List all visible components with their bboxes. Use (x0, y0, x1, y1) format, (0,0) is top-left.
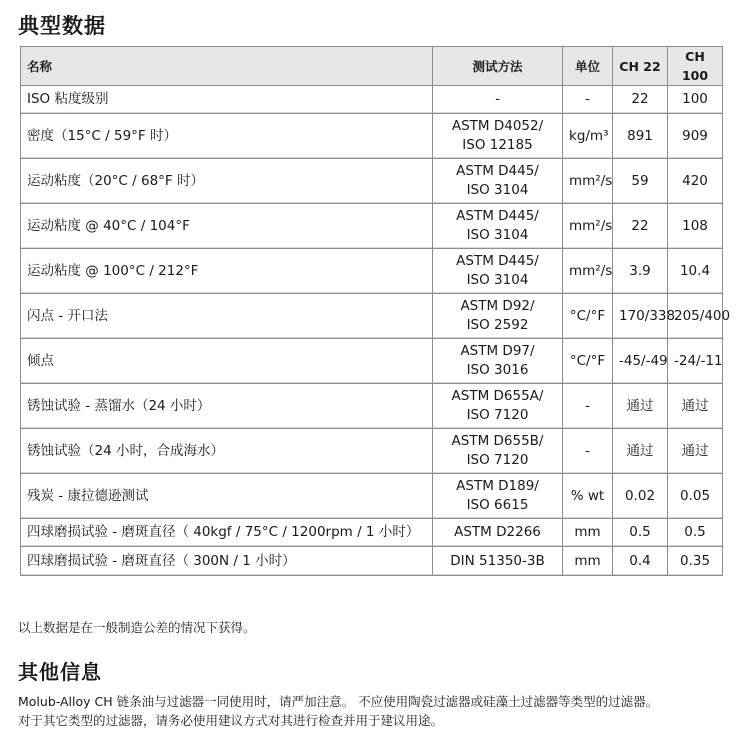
unit-cell: kg/m³ (563, 114, 613, 159)
test-method-line: ISO 3104 (466, 182, 529, 198)
test-method-line: ISO 12185 (462, 137, 533, 153)
unit-cell: % wt (563, 474, 613, 519)
table-row (21, 249, 723, 294)
ch22-value-cell: 通过 (613, 384, 668, 429)
test-method-line: ISO 3104 (466, 272, 529, 288)
unit-cell: - (563, 384, 613, 429)
property-name-cell: 闪点 - 开口法 (21, 294, 433, 339)
ch22-value-cell: 170/338 (613, 294, 668, 339)
ch100-value-cell: 0.5 (668, 519, 723, 547)
ch22-value-cell: 22 (613, 204, 668, 249)
ch100-value-cell: 108 (668, 204, 723, 249)
header-unit: 单位 (563, 47, 613, 86)
property-name-cell: 倾点 (21, 339, 433, 384)
ch22-value-cell: 0.4 (613, 547, 668, 576)
test-method-line: ISO 3104 (466, 227, 529, 243)
test-method-line: ISO 7120 (466, 452, 529, 468)
unit-cell: mm²/s (563, 159, 613, 204)
test-method-cell (433, 474, 563, 519)
test-method-cell (433, 547, 563, 576)
test-method-cell (433, 519, 563, 547)
test-method-cell (433, 249, 563, 294)
test-method-line: ASTM D445/ (456, 208, 539, 224)
property-name-cell: 四球磨损试验 - 磨斑直径（ 300N / 1 小时） (21, 547, 433, 576)
table-row (21, 159, 723, 204)
ch100-value-cell: 205/400 (668, 294, 723, 339)
test-method-cell (433, 204, 563, 249)
unit-cell: mm²/s (563, 249, 613, 294)
test-method-line: ASTM D2266 (454, 524, 541, 540)
table-row (21, 339, 723, 384)
table-row (21, 429, 723, 474)
other-info-line: 对于其它类型的过滤器，请务必使用建议方式对其进行检查并用于建议用途。 (18, 713, 444, 728)
property-name-cell: 锈蚀试验（24 小时，合成海水） (21, 429, 433, 474)
ch22-value-cell: 891 (613, 114, 668, 159)
table-row (21, 519, 723, 547)
header-ch22: CH 22 (613, 47, 668, 86)
header-test-method: 测试方法 (433, 47, 563, 86)
unit-cell: mm (563, 547, 613, 576)
test-method-line: DIN 51350-3B (450, 552, 545, 569)
table-row (21, 474, 723, 519)
test-method-cell (433, 339, 563, 384)
ch100-value-cell: 0.05 (668, 474, 723, 519)
table-row (21, 384, 723, 429)
test-method-line: ASTM D4052/ (451, 118, 544, 134)
unit-cell: mm (563, 519, 613, 547)
test-method-cell (433, 159, 563, 204)
table-row (21, 86, 723, 114)
ch22-value-cell: 通过 (613, 429, 668, 474)
test-method-line: ISO 3016 (466, 362, 529, 378)
property-name-cell: 密度（15°C / 59°F 时） (21, 114, 433, 159)
typical-data-table (20, 46, 731, 576)
ch100-value-cell: 420 (668, 159, 723, 204)
header-name: 名称 (21, 47, 433, 86)
header-ch100: CH 100 (668, 47, 723, 86)
test-method-line: ASTM D189/ (456, 478, 539, 494)
ch22-value-cell: 59 (613, 159, 668, 204)
unit-cell: - (563, 429, 613, 474)
unit-cell: - (563, 86, 613, 114)
test-method-line: ASTM D92/ (460, 298, 535, 314)
test-method-cell (433, 114, 563, 159)
ch22-value-cell: 0.5 (613, 519, 668, 547)
ch22-value-cell: 22 (613, 86, 668, 114)
test-method-line: - (495, 91, 500, 107)
ch100-value-cell: 0.35 (668, 547, 723, 576)
property-name-cell: 残炭 - 康拉德逊测试 (21, 474, 433, 519)
table-row (21, 114, 723, 159)
table-row (21, 204, 723, 249)
test-method-line: ISO 6615 (466, 497, 529, 513)
ch100-value-cell: 通过 (668, 429, 723, 474)
ch100-value-cell: 通过 (668, 384, 723, 429)
ch22-value-cell: 0.02 (613, 474, 668, 519)
test-method-line: ASTM D445/ (456, 163, 539, 179)
test-method-line: ASTM D97/ (460, 343, 535, 359)
table-row (21, 294, 723, 339)
ch22-value-cell: -45/-49 (613, 339, 668, 384)
property-name-cell: 锈蚀试验 - 蒸馏水（24 小时） (21, 384, 433, 429)
property-name-cell: 运动粘度（20°C / 68°F 时） (21, 159, 433, 204)
unit-cell: mm²/s (563, 204, 613, 249)
other-info-paragraph (18, 692, 738, 730)
ch100-value-cell: -24/-11 (668, 339, 723, 384)
test-method-line: ISO 2592 (466, 317, 529, 333)
test-method-line: ISO 7120 (466, 407, 529, 423)
test-method-line: ASTM D655B/ (451, 433, 544, 449)
ch100-value-cell: 10.4 (668, 249, 723, 294)
table-header-row (21, 47, 723, 86)
test-method-cell (433, 429, 563, 474)
other-info-line: Molub-Alloy CH 链条油与过滤器一同使用时，请严加注意。 不应使用陶瓷过滤器或硅藻土过滤器等类型的过滤器。 (18, 694, 659, 709)
test-method-cell (433, 294, 563, 339)
ch100-value-cell: 100 (668, 86, 723, 114)
footnote: 以上数据是在一般制造公差的情况下获得。 (18, 620, 256, 635)
ch100-value-cell: 909 (668, 114, 723, 159)
table-row (21, 547, 723, 576)
property-name-cell: 运动粘度 @ 40°C / 104°F (21, 204, 433, 249)
ch22-value-cell: 3.9 (613, 249, 668, 294)
property-name-cell: 四球磨损试验 - 磨斑直径（ 40kgf / 75°C / 1200rpm / 1 小时） (21, 519, 433, 547)
test-method-line: ASTM D655A/ (451, 388, 544, 404)
property-name-cell: 运动粘度 @ 100°C / 212°F (21, 249, 433, 294)
unit-cell: °C/°F (563, 339, 613, 384)
test-method-cell (433, 384, 563, 429)
unit-cell: °C/°F (563, 294, 613, 339)
section-title-other-info: 其他信息 (18, 660, 102, 684)
test-method-cell (433, 86, 563, 114)
property-name-cell: ISO 粘度级别 (21, 86, 433, 114)
section-title-typical-data: 典型数据 (18, 14, 106, 38)
test-method-line: ASTM D445/ (456, 253, 539, 269)
